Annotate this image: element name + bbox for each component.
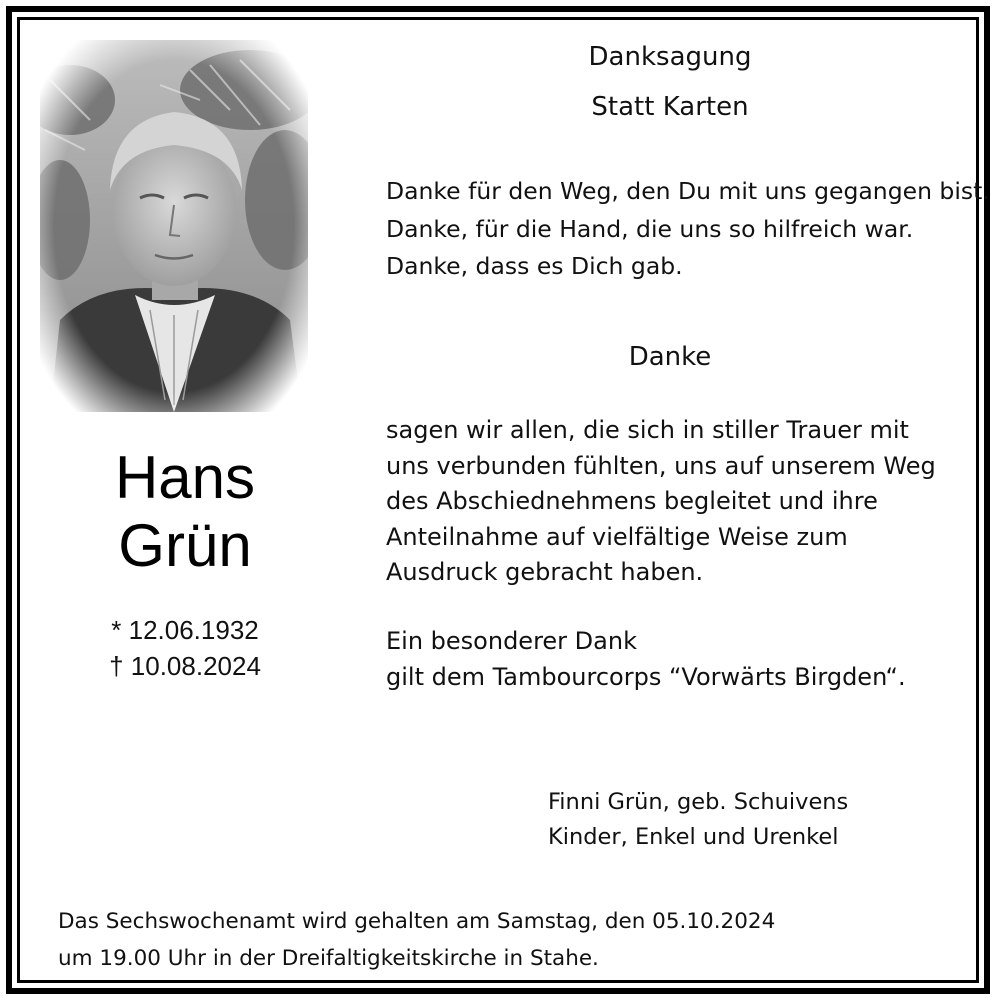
thanks-line: Ausdruck gebracht haben. — [386, 558, 704, 586]
portrait-photo — [40, 40, 308, 412]
page-title: Danksagung — [588, 42, 752, 72]
poem-line: Danke für den Weg, den Du mit uns gegangen bist. — [386, 177, 990, 205]
thanks-line: uns verbunden fühlten, uns auf unserem Weg — [386, 451, 936, 480]
thanks-heading: Danke — [628, 342, 712, 372]
first-name: Hans — [114, 444, 256, 511]
death-date: † 10.08.2024 — [109, 651, 261, 681]
signature-line: Finni Grün, geb. Schuivens — [548, 789, 849, 815]
signature-line: Kinder, Enkel und Urenkel — [548, 824, 839, 850]
thanks-line: des Abschiednehmens begleitet und ihre — [386, 487, 878, 515]
service-notice-line: um 19.00 Uhr in der Dreifaltigkeitskirche in Stahe. — [58, 946, 599, 971]
special-thanks-line: Ein besonderer Dank — [386, 627, 637, 655]
birth-date: * 12.06.1932 — [111, 615, 259, 645]
last-name: Grün — [118, 512, 252, 579]
special-thanks — [386, 624, 906, 695]
page-subtitle: Statt Karten — [591, 92, 749, 122]
service-notice-line: Das Sechswochenamt wird gehalten am Samstag, den 05.10.2024 — [58, 909, 776, 934]
signature — [548, 785, 848, 855]
thanks-line: sagen wir allen, die sich in stiller Trauer mit — [386, 416, 909, 444]
poem — [386, 173, 990, 286]
thanks-line: Anteilnahme auf vielfältige Weise zum — [386, 522, 848, 551]
service-notice — [58, 903, 775, 977]
thanks-paragraph — [386, 413, 936, 591]
poem-line: Danke, für die Hand, die uns so hilfreich war. — [386, 214, 914, 243]
special-thanks-line: gilt dem Tambourcorps “Vorwärts Birgden“. — [386, 662, 906, 691]
poem-line: Danke, dass es Dich gab. — [386, 252, 683, 280]
